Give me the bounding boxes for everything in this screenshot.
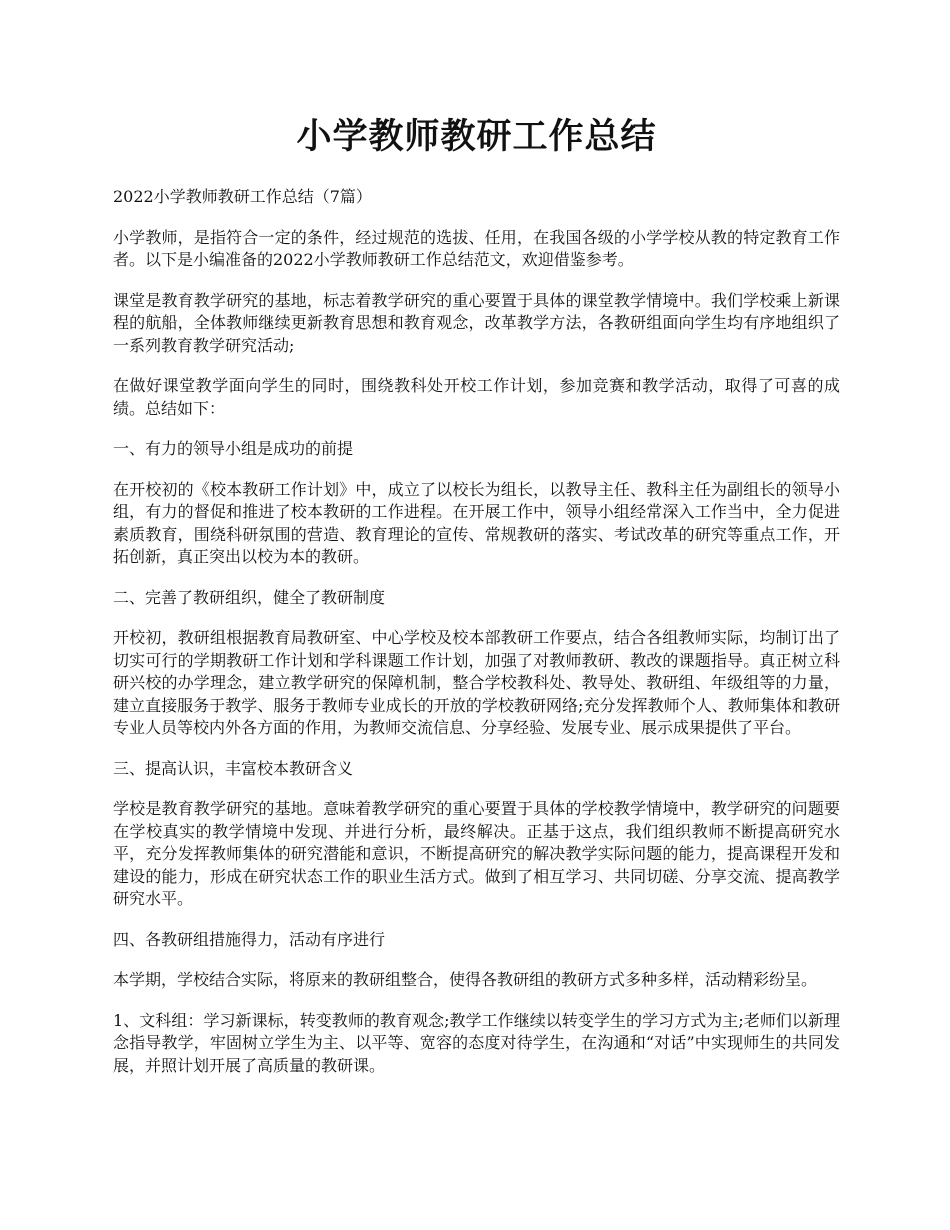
section-heading-4: 四、各教研组措施得力，活动有序进行: [113, 929, 386, 949]
section-heading-2: 二、完善了教研组织，健全了教研制度: [113, 587, 386, 607]
paragraph-section-2: 开校初，教研组根据教育局教研室、中心学校及校本部教研工作要点，结合各组教师实际，均制订出了切实可行的学期教研工作计划和学科课题工作计划，加强了对教师教研、教改的课题指导。真正树立科研兴校的办学理念，建立教学研究的保障机制，整合学校教科处、教导处、教研组、年级组等的力量，建立直接服务于教学、服务于教师专业成长的开放的学校教研网络;充分发挥教师个人、教师集体和教研专业人员等校内外各方面的作用，为教师交流信息、分享经验、发展专业、展示成果提供了平台。: [113, 628, 840, 737]
paragraph-classroom: 课堂是教育教学研究的基地，标志着教学研究的重心要置于具体的课堂教学情境中。我们学校乘上新课程的航船，全体教师继续更新教育思想和教育观念，改革教学方法，各教研组面向学生均有序地组织了一系列教育教学研究活动;: [113, 290, 840, 355]
section-heading-1: 一、有力的领导小组是成功的前提: [113, 439, 354, 458]
document-subtitle: 2022小学教师教研工作总结（7篇）: [113, 187, 372, 206]
paragraph-intro: 小学教师，是指符合一定的条件，经过规范的选拔、任用，在我国各级的小学学校从教的特定教育工作者。以下是小编准备的2022小学教师教研工作总结范文，欢迎借鉴参考。: [113, 227, 840, 269]
section-heading-3: 三、提高认识，丰富校本教研含义: [113, 758, 354, 778]
paragraph-section-3: 学校是教育教学研究的基地。意味着教学研究的重心要置于具体的学校教学情境中，教学研究的问题要在学校真实的教学情境中发现、并进行分析，最终解决。正基于这点，我们组织教师不断提高研究水平，充分发挥教师集体的研究潜能和意识，不断提高研究的解决教学实际问题的能力，提高课程开发和建设的能力，形成在研究状态工作的职业生活方式。做到了相互学习、共同切磋、分享交流、提高教学研究水平。: [113, 799, 840, 908]
paragraph-section-4: 本学期，学校结合实际，将原来的教研组整合，使得各教研组的教研方式多种多样，活动精彩纷呈。: [113, 970, 818, 989]
paragraph-item-1: 1、文科组：学习新课标，转变教师的教育观念;教学工作继续以转变学生的学习方式为主;老师们以新理念指导教学，牢固树立学生为主、以平等、宽容的态度对待学生，在沟通和“对话”中实现师生的共同发展，并照计划开展了高质量的教研课。: [113, 1010, 840, 1075]
document-title: 小学教师教研工作总结: [296, 116, 657, 157]
paragraph-section-1: 在开校初的《校本教研工作计划》中，成立了以校长为组长，以教导主任、教科主任为副组长的领导小组，有力的督促和推进了校本教研的工作进程。在开展工作中，领导小组经常深入工作当中，全力促进素质教育，围绕科研氛围的营造、教育理论的宣传、常规教研的落实、考试改革的研究等重点工作，开拓创新，真正突出以校为本的教研。: [113, 479, 840, 566]
paragraph-summary-lead: 在做好课堂教学面向学生的同时，围绕教科处开校工作计划，参加竞赛和教学活动，取得了可喜的成绩。总结如下：: [113, 376, 840, 418]
